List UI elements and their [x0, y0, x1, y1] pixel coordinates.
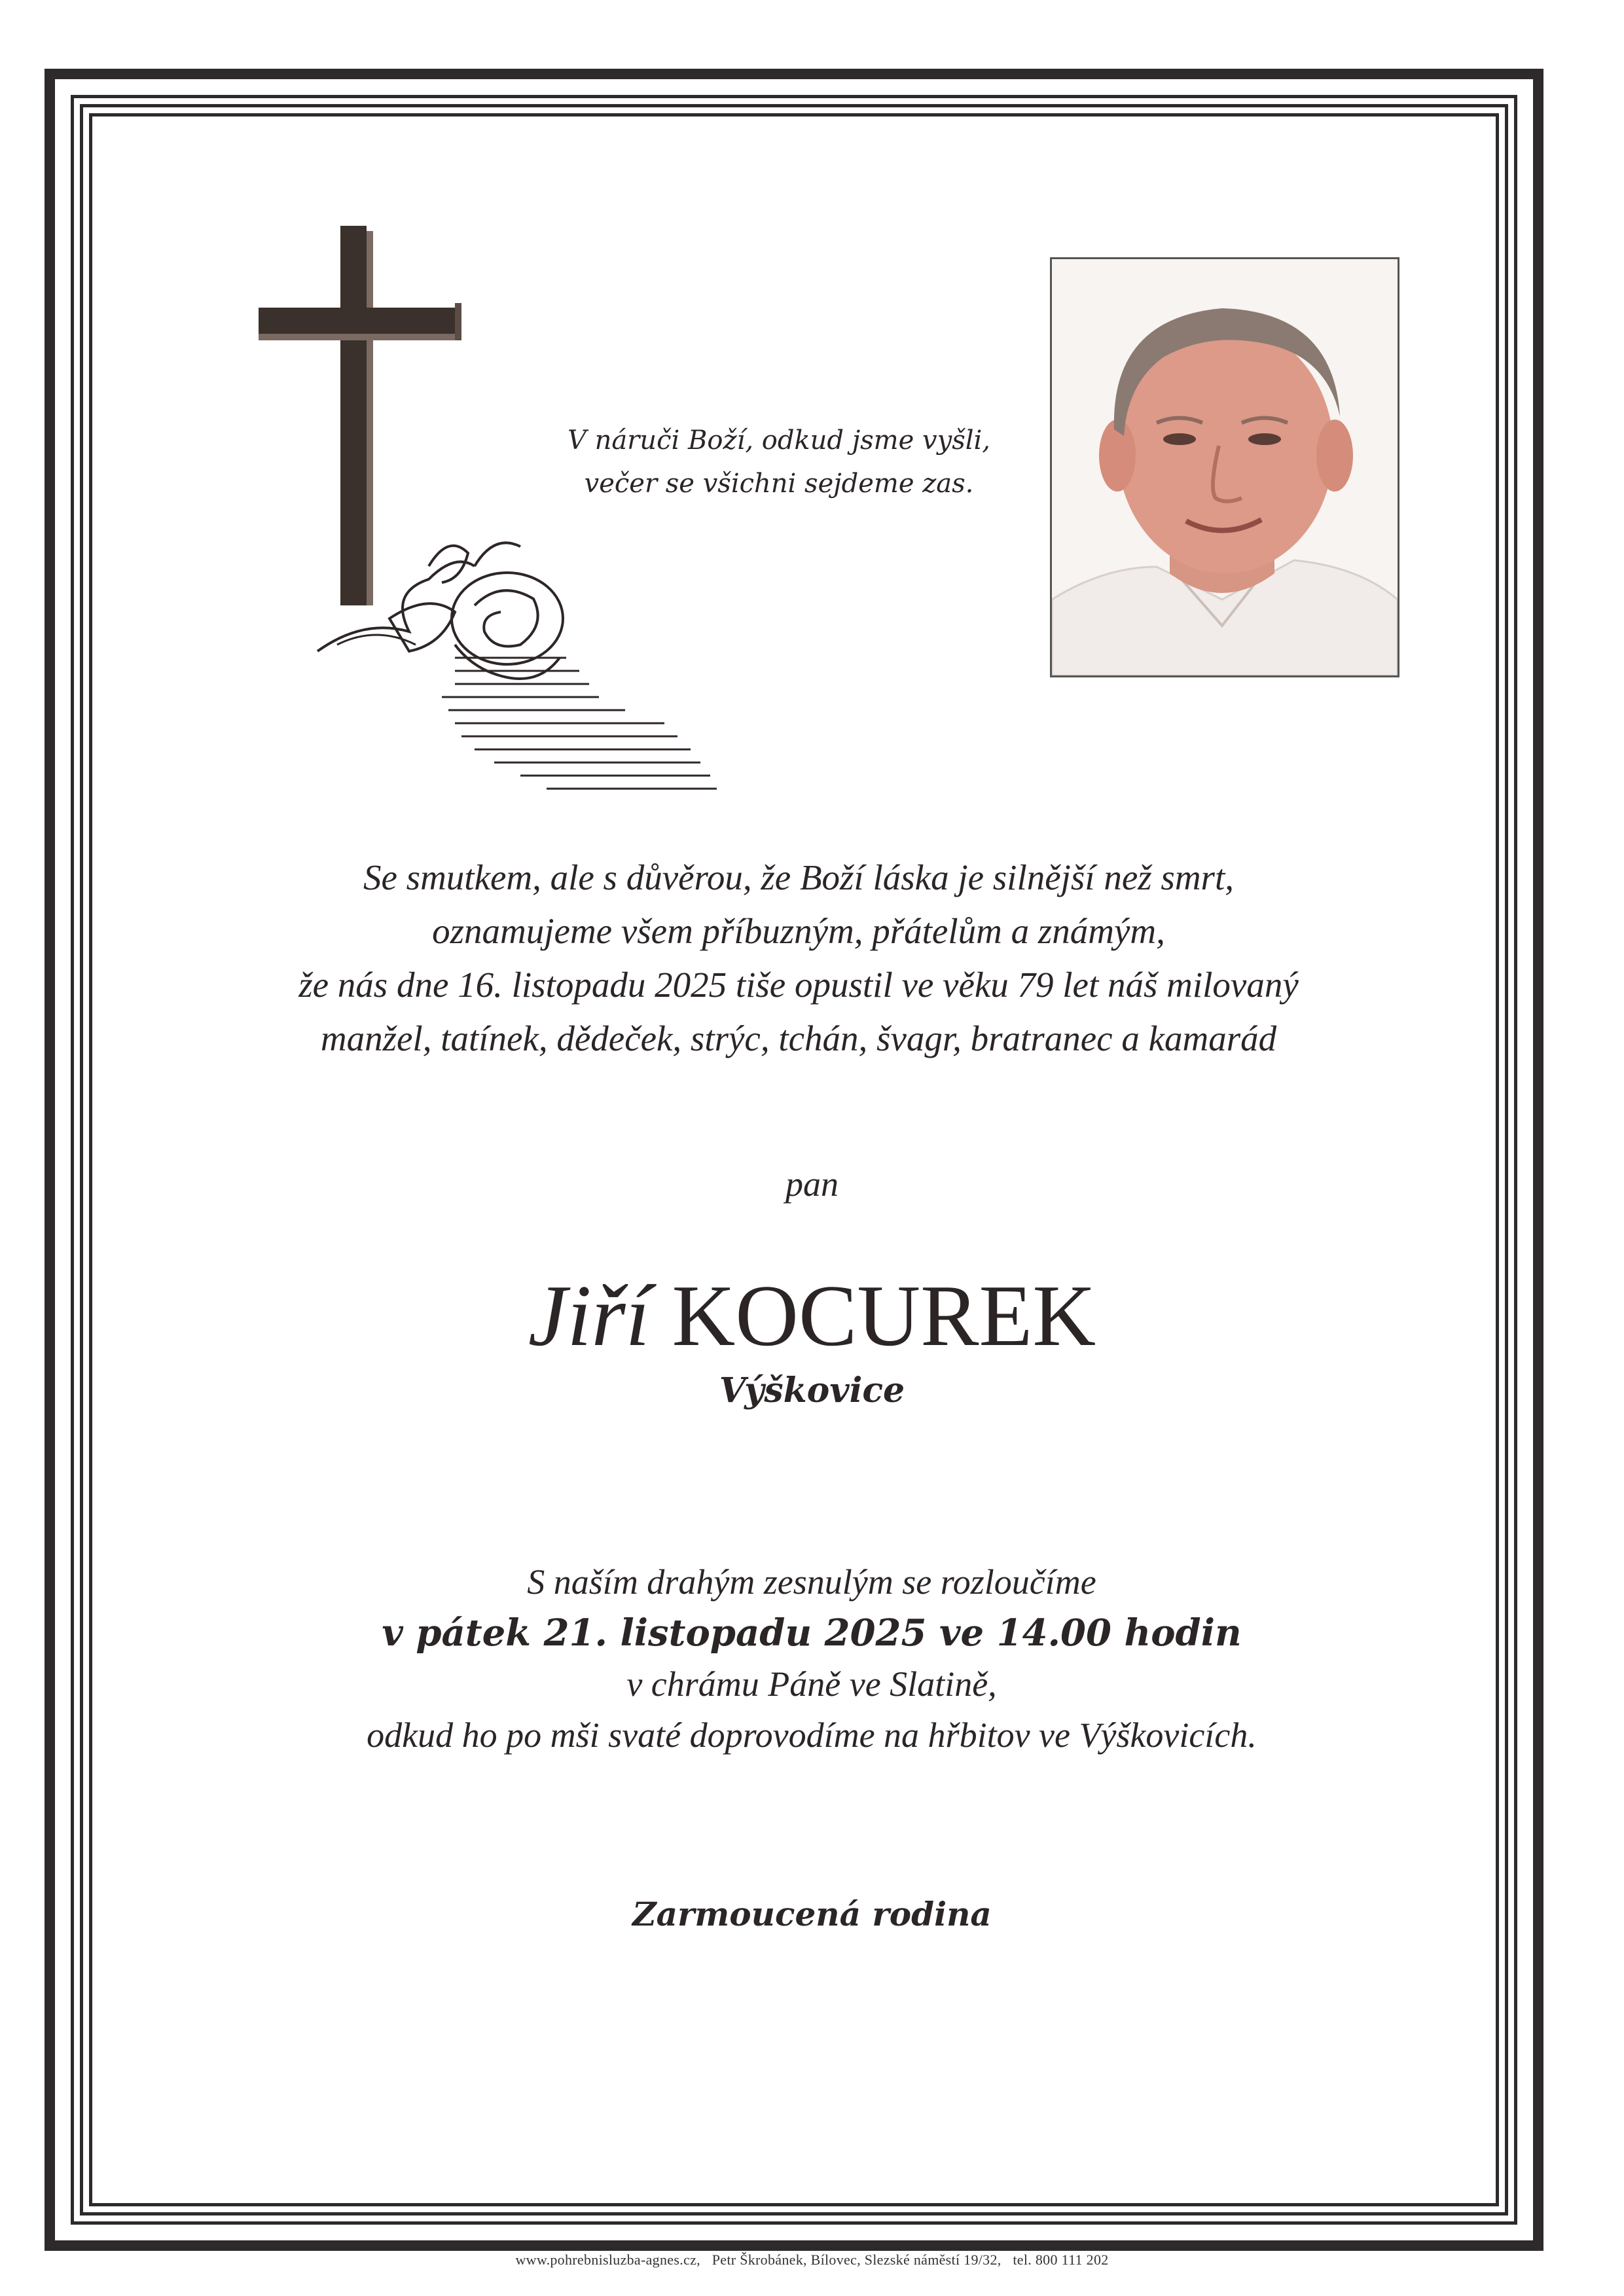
signature: Zarmoucená rodina — [632, 1895, 992, 1933]
announcement-line-3: že nás dne 16. listopadu 2025 tiše opustil ve věku 79 let náš milovaný — [298, 965, 1299, 1005]
cross-with-rose-illustration — [259, 226, 717, 815]
footer — [0, 2251, 1624, 2269]
deceased-name — [0, 1263, 1624, 1368]
quote-line-1: V náruči Boží, odkud jsme vyšli, — [567, 425, 991, 456]
portrait-image — [1052, 259, 1398, 675]
quote-line-2: večer se všichni sejdeme zas. — [584, 469, 974, 499]
footer-company: Petr Škrobánek, Bílovec, Slezské náměstí 19/32, — [712, 2251, 1001, 2268]
farewell-line-1: S naším drahým zesnulým se rozloučíme — [527, 1562, 1096, 1602]
quote — [497, 419, 1060, 505]
farewell-date-time: v pátek 21. listopadu 2025 ve 14.00 hodin — [382, 1611, 1242, 1655]
first-name: Jiří — [528, 1267, 650, 1364]
farewell-details — [157, 1556, 1466, 1761]
shadow-lines — [442, 658, 717, 789]
announcement-line-1: Se smutkem, ale s důvěrou, že Boží láska je silnější než smrt, — [363, 857, 1234, 897]
announcement-line-2: oznamujeme všem příbuzným, přátelům a známým, — [432, 911, 1165, 951]
announcement-line-4: manžel, tatínek, dědeček, strýc, tchán, švagr, bratranec a kamarád — [320, 1018, 1277, 1058]
farewell-line-3: v chrámu Páně ve Slatině, — [626, 1664, 997, 1704]
residence: Výškovice — [719, 1371, 905, 1410]
announcement — [157, 851, 1440, 1066]
farewell-line-4: odkud ho po mši svaté doprovodíme na hřbitov ve Výškovicích. — [367, 1715, 1257, 1755]
last-name: KOCUREK — [672, 1267, 1096, 1364]
footer-website: www.pohrebnisluzba-agnes.cz, — [515, 2251, 700, 2268]
honorific: pan — [785, 1164, 839, 1204]
portrait-photo — [1050, 257, 1399, 677]
cross-icon — [259, 226, 461, 605]
footer-phone: tel. 800 111 202 — [1013, 2251, 1109, 2268]
